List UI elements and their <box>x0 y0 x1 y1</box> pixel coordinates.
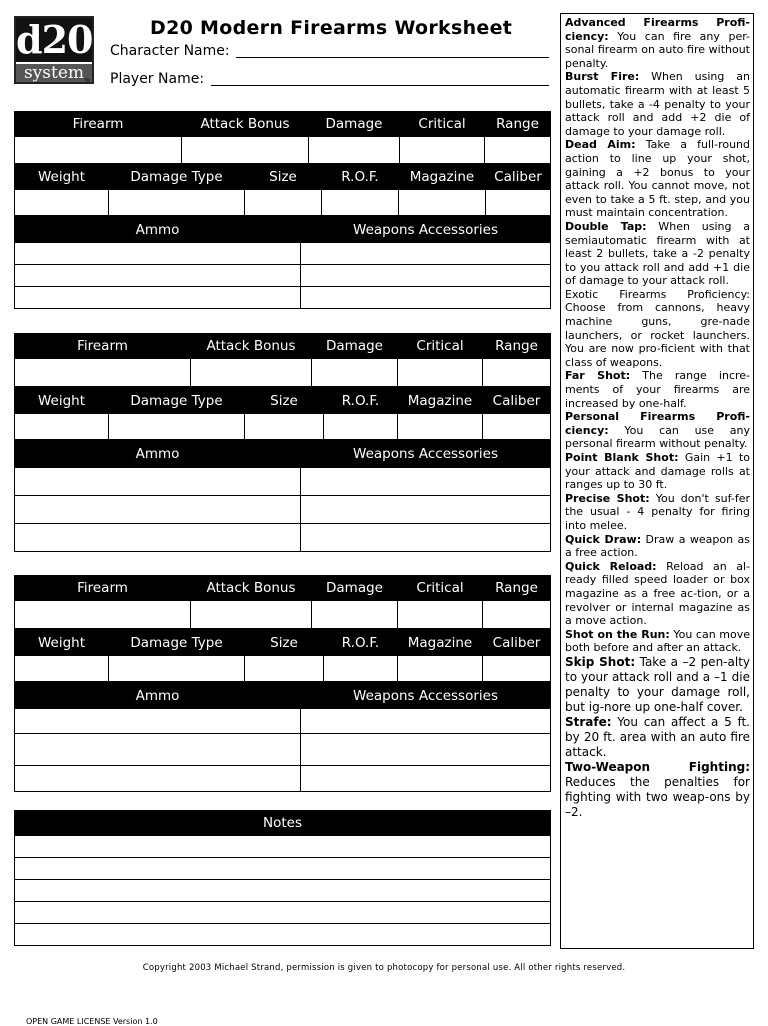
damage-cell[interactable] <box>312 601 398 629</box>
feat-text: You can move both before and after an attack. <box>565 627 751 655</box>
accessories-cell[interactable] <box>301 287 551 309</box>
range-cell[interactable] <box>483 601 551 629</box>
feat-entry <box>565 560 750 628</box>
accessories-cell[interactable] <box>301 766 551 792</box>
notes-line[interactable] <box>15 880 551 902</box>
header-rof: R.O.F. <box>324 630 398 656</box>
feat-entry <box>565 70 750 138</box>
license-notice: OPEN GAME LICENSE Version 1.0 <box>26 1017 158 1026</box>
notes-header: Notes <box>15 811 551 836</box>
damage-type-cell[interactable] <box>109 190 245 216</box>
header-size: Size <box>245 388 324 414</box>
accessories-cell[interactable] <box>301 524 551 552</box>
feat-entry <box>565 760 750 820</box>
accessories-cell[interactable] <box>301 709 551 734</box>
feat-text: Take a full-round action to line up your shot, gaining a +2 bonus to your attack roll. You cannot move, not even to take a 5 ft. step, and you must maintain concentration. <box>565 138 751 220</box>
header-rof: R.O.F. <box>324 388 398 414</box>
feat-name: Shot on the Run: <box>565 627 670 641</box>
size-cell[interactable] <box>245 656 324 682</box>
damage-cell[interactable] <box>312 359 398 387</box>
damage-type-cell[interactable] <box>109 656 245 682</box>
header-damage-type: Damage Type <box>109 388 245 414</box>
caliber-cell[interactable] <box>486 190 551 216</box>
size-cell[interactable] <box>245 190 322 216</box>
attack-bonus-cell[interactable] <box>182 137 309 164</box>
header-weight: Weight <box>15 630 109 656</box>
accessories-cell[interactable] <box>301 265 551 287</box>
page-title: D20 Modern Firearms Worksheet <box>150 17 513 39</box>
header-weapons-accessories: Weapons Accessories <box>301 217 551 243</box>
feat-name: Personal Firearms Profi-ciency: <box>565 410 750 437</box>
header-rof: R.O.F. <box>322 165 399 190</box>
copyright-notice: Copyright 2003 Michael Strand, permission is given to photocopy for personal use. All other rights reserved. <box>142 963 626 973</box>
feat-text: Take a –2 pen-alty to your attack roll and a –1 die penalty to your damage roll, but ig-nore up one-half cover. <box>565 654 750 714</box>
ammo-cell[interactable] <box>15 287 301 309</box>
feat-entry <box>565 492 750 533</box>
header-firearm: Firearm <box>15 334 191 359</box>
notes-line[interactable] <box>15 836 551 858</box>
logo-top-text: d20 <box>16 17 93 62</box>
accessories-cell[interactable] <box>301 496 551 524</box>
feat-name: Point Blank Shot: <box>565 451 679 464</box>
size-cell[interactable] <box>245 414 324 440</box>
feat-text: When using an automatic firearm with at least 5 bullets, take a -4 penalty to your attack roll and add +2 die of damage to your damage roll. <box>565 70 750 138</box>
feats-panel <box>560 13 754 949</box>
magazine-cell[interactable] <box>399 190 486 216</box>
header-damage: Damage <box>309 112 400 137</box>
feat-text: When using a semiautomatic firearm with at least 2 bullets, take a -2 penalty to you attack roll and add +1 die of damage to your attack roll. <box>565 219 750 288</box>
weapon-block-3 <box>14 575 551 792</box>
rof-cell[interactable] <box>324 414 398 440</box>
feat-text: You don't suf-fer the usual - 4 penalty for firing into melee. <box>565 491 750 532</box>
header-size: Size <box>245 630 324 656</box>
header-critical: Critical <box>398 334 483 359</box>
feat-text: Exotic Firearms Proficiency: Choose from cannons, heavy machine guns, gre-nade launchers, or rocket launchers. You are now pro-ficient with that class of weapons. <box>565 287 750 369</box>
feat-text: Reload an al-ready filled speed loader or box magazine as a free ac-tion, or a revolver or internal magazine as a move action. <box>565 559 750 628</box>
weight-cell[interactable] <box>15 656 109 682</box>
caliber-cell[interactable] <box>483 656 551 682</box>
weapon-block-1 <box>14 111 551 309</box>
header-attack-bonus: Attack Bonus <box>182 112 309 137</box>
attack-bonus-cell[interactable] <box>191 601 312 629</box>
feat-name: Far Shot: <box>565 369 631 383</box>
magazine-cell[interactable] <box>398 414 483 440</box>
feat-name: Precise Shot: <box>565 491 650 505</box>
player-name-field[interactable] <box>110 71 204 87</box>
character-name-field[interactable] <box>110 43 230 59</box>
rof-cell[interactable] <box>322 190 399 216</box>
accessories-cell[interactable] <box>301 734 551 766</box>
header-attack-bonus: Attack Bonus <box>191 576 312 601</box>
firearm-cell[interactable] <box>15 601 191 629</box>
ammo-cell[interactable] <box>15 468 301 496</box>
character-name-line[interactable] <box>236 57 549 58</box>
accessories-cell[interactable] <box>301 243 551 265</box>
header-critical: Critical <box>398 576 483 601</box>
ammo-cell[interactable] <box>15 766 301 792</box>
weapon-block-2 <box>14 333 551 552</box>
header-firearm: Firearm <box>15 112 182 137</box>
notes-line[interactable] <box>15 858 551 880</box>
header-critical: Critical <box>400 112 485 137</box>
ammo-cell[interactable] <box>15 243 301 265</box>
feat-entry <box>565 410 750 451</box>
header-range: Range <box>483 576 551 601</box>
feat-entry <box>565 16 750 70</box>
d20-system-logo <box>14 16 94 84</box>
header-attack-bonus: Attack Bonus <box>191 334 312 359</box>
logo-bottom-text: system <box>16 64 92 82</box>
ammo-cell[interactable] <box>15 734 301 766</box>
feat-entry <box>565 451 750 492</box>
firearm-cell[interactable] <box>15 359 191 387</box>
weight-cell[interactable] <box>15 190 109 216</box>
header-weapons-accessories: Weapons Accessories <box>301 441 551 468</box>
header-damage-type: Damage Type <box>109 630 245 656</box>
feat-entry <box>565 369 750 410</box>
feat-name: Double Tap: <box>565 219 647 233</box>
feat-text: Gain +1 to your attack and damage rolls at ranges up to 30 ft. <box>565 451 751 492</box>
range-cell[interactable] <box>485 137 551 164</box>
notes-line[interactable] <box>15 924 551 946</box>
header-damage: Damage <box>312 334 398 359</box>
feat-name: Quick Reload: <box>565 559 657 573</box>
logo-trademark: TM <box>84 78 90 83</box>
feat-name: Strafe: <box>565 714 612 729</box>
range-cell[interactable] <box>483 359 551 387</box>
accessories-cell[interactable] <box>301 468 551 496</box>
header-magazine: Magazine <box>399 165 486 190</box>
critical-cell[interactable] <box>398 359 483 387</box>
header-weight: Weight <box>15 388 109 414</box>
feat-name: Quick Draw: <box>565 532 642 546</box>
attack-bonus-cell[interactable] <box>191 359 312 387</box>
header-magazine: Magazine <box>398 630 483 656</box>
feat-text: Reduces the penalties for fighting with two weap-ons by –2. <box>565 774 750 819</box>
header-magazine: Magazine <box>398 388 483 414</box>
feat-text: The range incre-ments of your firearms are increased by one-half. <box>565 369 751 410</box>
feat-text: Draw a weapon as a free action. <box>565 532 750 560</box>
damage-cell[interactable] <box>309 137 400 164</box>
weight-cell[interactable] <box>15 414 109 440</box>
player-name-label: Player Name: <box>110 71 205 87</box>
ammo-cell[interactable] <box>15 496 301 524</box>
firearm-cell[interactable] <box>15 137 182 164</box>
header-damage: Damage <box>312 576 398 601</box>
critical-cell[interactable] <box>400 137 485 164</box>
feat-text: You can use any personal firearm without penalty. <box>565 423 751 451</box>
ammo-cell[interactable] <box>15 265 301 287</box>
magazine-cell[interactable] <box>398 656 483 682</box>
header-size: Size <box>245 165 322 190</box>
header-weight: Weight <box>15 165 109 190</box>
feat-entry <box>565 655 750 715</box>
player-name-line[interactable] <box>211 85 549 86</box>
header-range: Range <box>483 334 551 359</box>
feat-name: Dead Aim: <box>565 138 636 152</box>
feat-entry <box>565 533 750 560</box>
header-range: Range <box>485 112 551 137</box>
feat-name: Skip Shot: <box>565 654 636 669</box>
feat-name: Advanced Firearms Profi-ciency: <box>565 16 750 43</box>
critical-cell[interactable] <box>398 601 483 629</box>
rof-cell[interactable] <box>324 656 398 682</box>
header-caliber: Caliber <box>486 165 551 190</box>
feat-name: Two-Weapon Fighting: <box>565 759 750 774</box>
caliber-cell[interactable] <box>483 414 551 440</box>
ammo-cell[interactable] <box>15 709 301 734</box>
header-ammo: Ammo <box>15 217 301 243</box>
header-weapons-accessories: Weapons Accessories <box>301 683 551 709</box>
feat-text: You can affect a 5 ft. by 20 ft. area with an auto fire attack. <box>565 714 750 759</box>
notes-line[interactable] <box>15 902 551 924</box>
feat-entry <box>565 138 750 220</box>
feat-entry <box>565 288 750 370</box>
damage-type-cell[interactable] <box>109 414 245 440</box>
notes-block <box>14 810 551 946</box>
header-ammo: Ammo <box>15 683 301 709</box>
header-damage-type: Damage Type <box>109 165 245 190</box>
header-firearm: Firearm <box>15 576 191 601</box>
feat-entry <box>565 220 750 288</box>
header-caliber: Caliber <box>483 630 551 656</box>
feat-text: You can fire any per-sonal firearm on auto fire without penalty. <box>565 29 750 70</box>
feat-name: Burst Fire: <box>565 70 640 84</box>
header-ammo: Ammo <box>15 441 301 468</box>
feat-entry <box>565 628 750 655</box>
header-caliber: Caliber <box>483 388 551 414</box>
character-name-label: Character Name: <box>110 43 230 59</box>
feat-entry <box>565 715 750 760</box>
ammo-cell[interactable] <box>15 524 301 552</box>
